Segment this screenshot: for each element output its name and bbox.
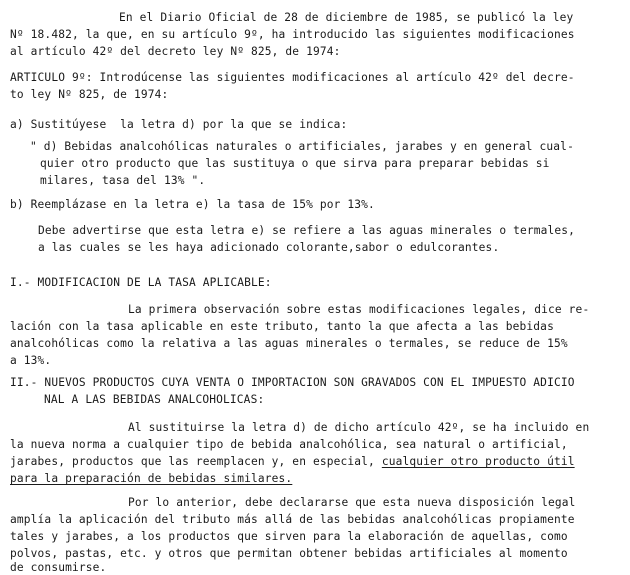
closing-line-5: de consumirse. [10, 561, 107, 574]
section-2-title-line-2: NAL A LAS BEBIDAS ANALCOHOLICAS: [44, 393, 265, 406]
section-2-line-3 [10, 455, 575, 469]
section-2-title-line-1: II.- NUEVOS PRODUCTOS CUYA VENTA O IMPORTACION SON GRAVADOS CON EL IMPUESTO ADICIO [10, 376, 575, 389]
intro-line-2: Nº 18.482, la que, en su artículo 9º, ha introducido las siguientes modificaciones [10, 28, 575, 41]
section-1-line-3: analcohólicas como la relativa a las aguas minerales o termales, se reduce de 15% [10, 337, 568, 350]
intro-line-3: al artículo 42º del decreto ley Nº 825, de 1974: [10, 45, 341, 58]
item-b-heading: b) Reemplázase en la letra e) la tasa de 15% por 13%. [10, 198, 375, 211]
note-line-2: a las cuales se les haya adicionado colorante,sabor o edulcorantes. [38, 241, 500, 254]
item-a-quote-line-3: milares, tasa del 13% ". [40, 174, 206, 187]
article-line-1: ARTICULO 9º: Introdúcense las siguientes modificaciones al artículo 42º del decre- [10, 71, 575, 84]
note-line-1: Debe advertirse que esta letra e) se refiere a las aguas minerales o termales, [38, 224, 576, 237]
section-2-line-2: la nueva norma a cualquier tipo de bebida analcohólica, sea natural o artificial, [10, 438, 568, 451]
item-a-heading: a) Sustitúyese la letra d) por la que se indica: [10, 118, 348, 131]
closing-line-4: polvos, pastas, etc. y otros que permitan obtener bebidas artificiales al momento [10, 547, 568, 560]
section-1-line-4: a 13%. [10, 354, 52, 367]
section-2-line-1: Al sustituirse la letra d) de dicho artículo 42º, se ha incluido en [128, 421, 590, 434]
section-1-line-1: La primera observación sobre estas modificaciones legales, dice re- [128, 303, 590, 316]
section-2-line-4: para la preparación de bebidas similares. [10, 472, 293, 485]
section-1-line-2: lación con la tasa aplicable en este tributo, tanto la que afecta a las bebidas [10, 320, 554, 333]
intro-line-1: En el Diario Oficial de 28 de diciembre de 1985, se publicó la ley [119, 11, 574, 24]
article-line-2: to ley Nº 825, de 1974: [10, 88, 169, 101]
closing-line-1: Por lo anterior, debe declararse que esta nueva disposición legal [128, 496, 576, 509]
section-2-line-3-text: jarabes, productos que las reemplacen y, en especial, [10, 455, 375, 468]
section-2-underlined-phrase: cualquier otro producto útil [381, 455, 575, 468]
item-a-quote-line-2: quier otro producto que las sustituya o que sirva para preparar bebidas si [40, 157, 550, 170]
section-1-title: I.- MODIFICACION DE LA TASA APLICABLE: [10, 276, 272, 289]
closing-line-2: amplía la aplicación del tributo más allá de las bebidas analcohólicas propiamente [10, 513, 575, 526]
item-a-quote-line-1: " d) Bebidas analcohólicas naturales o artificiales, jarabes y en general cual- [30, 140, 574, 153]
closing-line-3: tales y jarabes, a los productos que sirven para la elaboración de aquellas, como [10, 530, 568, 543]
